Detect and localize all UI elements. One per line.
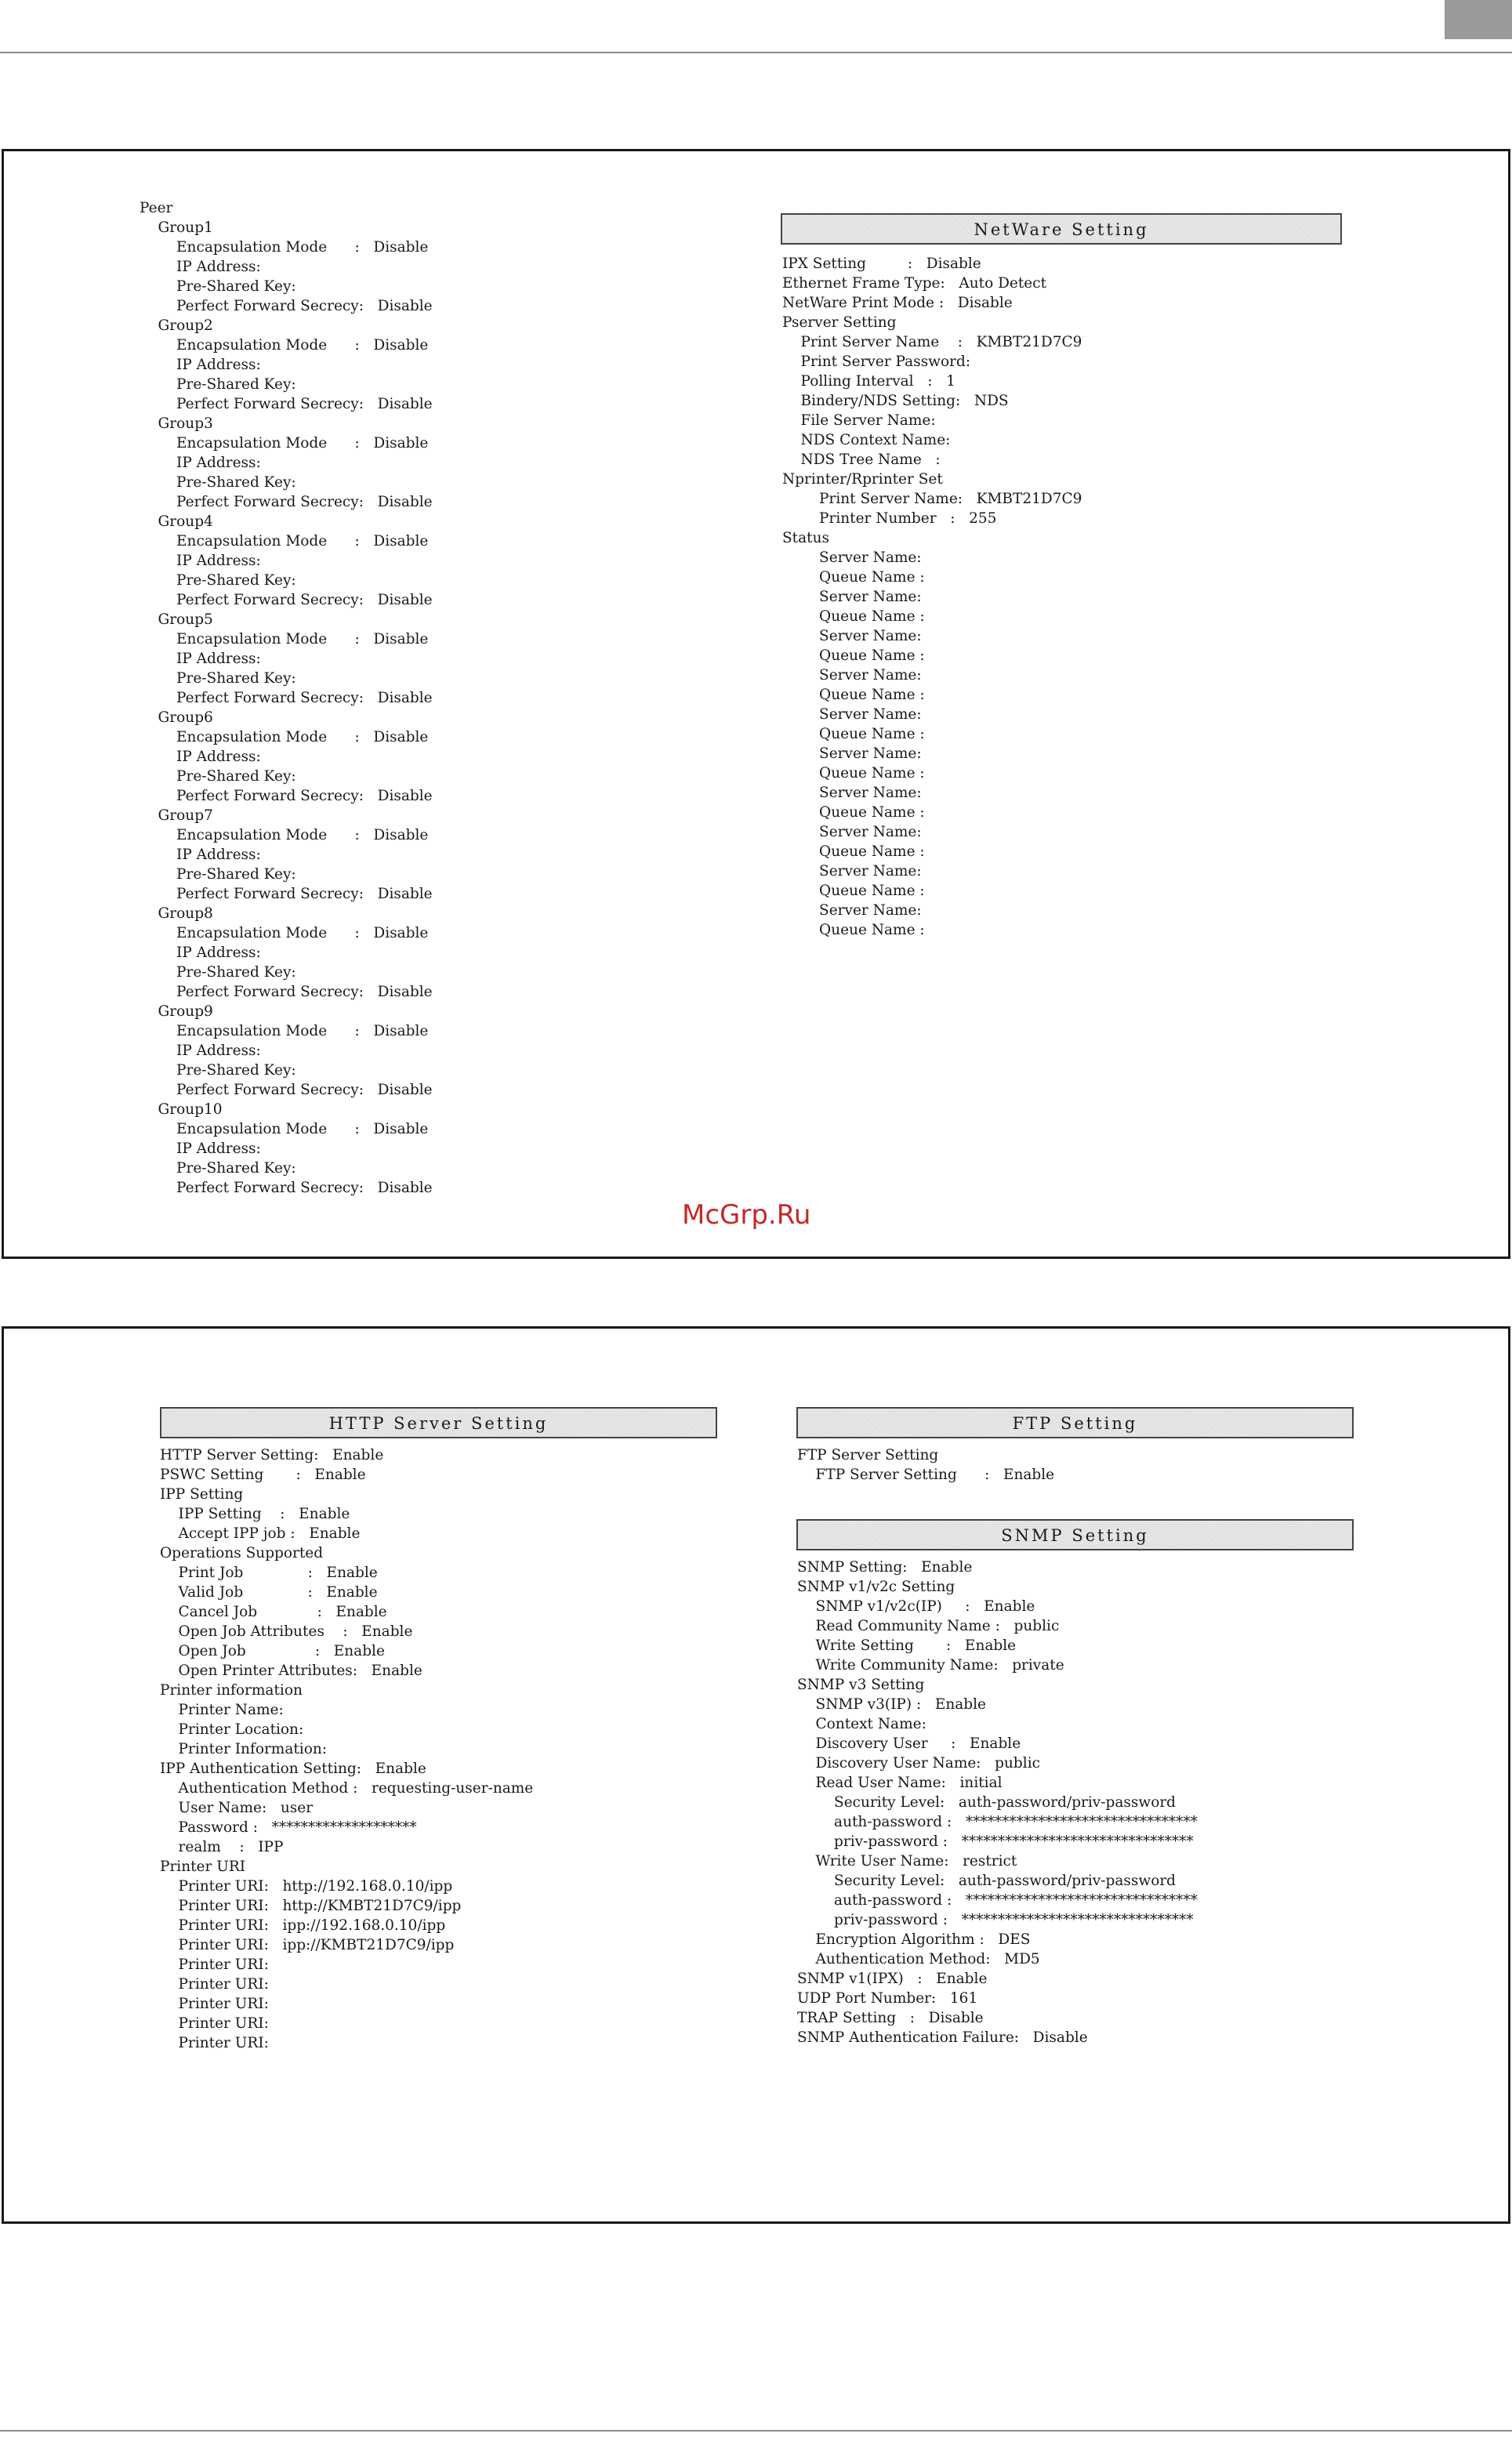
snmp-line: SNMP v1(IPX) : Enable	[797, 1971, 988, 1987]
netware-line: Server Name:	[782, 706, 922, 723]
peer-line: IP Address:	[140, 553, 261, 569]
snmp-line: Read User Name: initial	[797, 1775, 1003, 1791]
netware-line: Queue Name :	[782, 843, 925, 860]
netware-line: Server Name:	[782, 549, 922, 566]
netware-line: Server Name:	[782, 628, 922, 644]
netware-line: Server Name:	[782, 824, 922, 840]
bottom-rule	[0, 2430, 1512, 2432]
netware-line: Server Name:	[782, 902, 922, 919]
top-rule	[0, 52, 1512, 53]
http-line: Printer URI:	[160, 1956, 269, 1973]
peer-line: Perfect Forward Secrecy: Disable	[140, 494, 433, 510]
peer-line: Perfect Forward Secrecy: Disable	[140, 984, 433, 1000]
snmp-line: priv-password : ********************************	[797, 1912, 1194, 1928]
netware-line: Queue Name :	[782, 569, 925, 586]
netware-line: Queue Name :	[782, 726, 925, 742]
http-line: Printer Name:	[160, 1702, 284, 1718]
peer-line: Encapsulation Mode : Disable	[140, 533, 429, 549]
http-line: User Name: user	[160, 1800, 314, 1816]
watermark: McGrp.Ru	[682, 1199, 811, 1231]
netware-line: Queue Name :	[782, 804, 925, 821]
http-line: Accept IPP job : Enable	[160, 1525, 361, 1542]
snmp-line: Read Community Name : public	[797, 1618, 1060, 1634]
snmp-line: SNMP Authentication Failure: Disable	[797, 2029, 1088, 2046]
http-line: IPP Setting	[160, 1486, 244, 1503]
peer-line: Encapsulation Mode : Disable	[140, 239, 429, 256]
snmp-line: Discovery User Name: public	[797, 1755, 1040, 1772]
netware-line: Server Name:	[782, 785, 922, 801]
peer-line: Encapsulation Mode : Disable	[140, 729, 429, 745]
snmp-line: Write Setting : Enable	[797, 1637, 1017, 1654]
snmp-line: UDP Port Number: 161	[797, 1990, 978, 2007]
snmp-line: SNMP v1/v2c(IP) : Enable	[797, 1598, 1035, 1615]
netware-line: Queue Name :	[782, 883, 925, 899]
snmp-line: auth-password : ********************************	[797, 1814, 1198, 1830]
snmp-line: Security Level: auth-password/priv-password	[797, 1794, 1177, 1811]
peer-line: IP Address:	[140, 1141, 261, 1157]
peer-line: Group5	[140, 611, 213, 628]
netware-line: Ethernet Frame Type: Auto Detect	[782, 275, 1047, 292]
peer-line: Group1	[140, 219, 213, 236]
peer-line: Pre-Shared Key:	[140, 866, 296, 883]
peer-line: Encapsulation Mode : Disable	[140, 337, 429, 354]
netware-line: Nprinter/Rprinter Set	[782, 471, 943, 488]
netware-line: NDS Tree Name :	[782, 451, 941, 468]
http-section	[160, 1445, 533, 2053]
snmp-line: Security Level: auth-password/priv-password	[797, 1873, 1177, 1889]
peer-line: Pre-Shared Key:	[140, 670, 296, 687]
netware-line: File Server Name:	[782, 412, 936, 429]
http-line: realm : IPP	[160, 1839, 284, 1855]
netware-line: Pserver Setting	[782, 314, 897, 331]
netware-line: NetWare Print Mode : Disable	[782, 295, 1013, 311]
peer-line: Encapsulation Mode : Disable	[140, 925, 429, 941]
peer-line: Perfect Forward Secrecy: Disable	[140, 298, 433, 314]
peer-line: Pre-Shared Key:	[140, 376, 296, 393]
http-line: HTTP Server Setting: Enable	[160, 1447, 384, 1463]
peer-line: Pre-Shared Key:	[140, 1062, 296, 1079]
peer-line: Peer	[140, 200, 173, 216]
netware-line: IPX Setting : Disable	[782, 256, 981, 272]
peer-line: IP Address:	[140, 259, 261, 275]
netware-line: NDS Context Name:	[782, 432, 951, 448]
peer-line: Encapsulation Mode : Disable	[140, 435, 429, 451]
http-line: Cancel Job : Enable	[160, 1604, 387, 1620]
http-line: IPP Authentication Setting: Enable	[160, 1761, 426, 1777]
peer-line: Pre-Shared Key:	[140, 1160, 296, 1177]
peer-line: Group2	[140, 317, 213, 334]
peer-line: Encapsulation Mode : Disable	[140, 631, 429, 647]
peer-line: Perfect Forward Secrecy: Disable	[140, 690, 433, 706]
peer-line: IP Address:	[140, 1043, 261, 1059]
peer-section	[140, 198, 433, 1198]
netware-line: Server Name:	[782, 589, 922, 605]
http-line: Printer URI:	[160, 2035, 269, 2051]
snmp-setting-header: SNMP Setting	[796, 1519, 1354, 1550]
netware-line: Print Server Name: KMBT21D7C9	[782, 491, 1082, 507]
snmp-line: priv-password : ********************************	[797, 1833, 1194, 1850]
http-line: Printer URI:	[160, 1976, 269, 1993]
peer-line: Perfect Forward Secrecy: Disable	[140, 592, 433, 608]
snmp-line: Write Community Name: private	[797, 1657, 1064, 1674]
http-line: Printer URI	[160, 1859, 246, 1875]
http-line: Printer URI: http://KMBT21D7C9/ipp	[160, 1898, 462, 1914]
http-line: Printer URI:	[160, 1996, 269, 2012]
snmp-line: Context Name:	[797, 1716, 926, 1732]
http-line: Password : ********************	[160, 1819, 417, 1836]
ftp-line: FTP Server Setting	[797, 1447, 939, 1463]
netware-line: Polling Interval : 1	[782, 373, 955, 390]
peer-line: Perfect Forward Secrecy: Disable	[140, 396, 433, 412]
http-line: Printer Location:	[160, 1721, 304, 1738]
netware-line: Print Server Password:	[782, 354, 971, 370]
netware-line: Printer Number : 255	[782, 510, 997, 527]
peer-line: Group9	[140, 1003, 213, 1020]
http-line: Operations Supported	[160, 1545, 324, 1561]
netware-line: Queue Name :	[782, 647, 925, 664]
http-server-setting-header: HTTP Server Setting	[160, 1407, 717, 1438]
peer-line: Encapsulation Mode : Disable	[140, 827, 429, 843]
netware-line: Queue Name :	[782, 687, 925, 703]
snmp-line: auth-password : ********************************	[797, 1892, 1198, 1909]
peer-line: Pre-Shared Key:	[140, 278, 296, 295]
netware-line: Status	[782, 530, 829, 546]
http-line: Printer information	[160, 1682, 303, 1699]
peer-line: Encapsulation Mode : Disable	[140, 1023, 429, 1039]
peer-line: Perfect Forward Secrecy: Disable	[140, 1082, 433, 1098]
peer-line: Perfect Forward Secrecy: Disable	[140, 886, 433, 902]
http-line: Printer URI: http://192.168.0.10/ipp	[160, 1878, 453, 1895]
peer-line: IP Address:	[140, 847, 261, 863]
peer-line: Pre-Shared Key:	[140, 474, 296, 491]
netware-line: Queue Name :	[782, 608, 925, 625]
peer-line: Perfect Forward Secrecy: Disable	[140, 788, 433, 804]
http-line: Open Job : Enable	[160, 1643, 385, 1659]
peer-line: Group7	[140, 807, 213, 824]
http-line: PSWC Setting : Enable	[160, 1467, 366, 1483]
netware-line: Server Name:	[782, 863, 922, 879]
netware-setting-header: NetWare Setting	[781, 213, 1342, 245]
snmp-line: SNMP v3(IP) : Enable	[797, 1696, 986, 1713]
http-line: Open Job Attributes : Enable	[160, 1623, 413, 1640]
http-line: Printer URI: ipp://KMBT21D7C9/ipp	[160, 1937, 455, 1953]
netware-section	[782, 254, 1082, 940]
peer-line: Group8	[140, 905, 213, 922]
peer-line: IP Address:	[140, 749, 261, 765]
snmp-line: Encryption Algorithm : DES	[797, 1931, 1031, 1948]
peer-line: Pre-Shared Key:	[140, 572, 296, 589]
netware-line: Bindery/NDS Setting: NDS	[782, 393, 1009, 409]
peer-line: Pre-Shared Key:	[140, 768, 296, 785]
snmp-line: Write User Name: restrict	[797, 1853, 1017, 1869]
http-line: Printer Information:	[160, 1741, 328, 1757]
peer-line: Perfect Forward Secrecy: Disable	[140, 1180, 433, 1196]
snmp-line: SNMP v1/v2c Setting	[797, 1579, 955, 1595]
netware-line: Server Name:	[782, 745, 922, 762]
snmp-line: Discovery User : Enable	[797, 1735, 1021, 1752]
ftp-setting-header: FTP Setting	[796, 1407, 1354, 1438]
snmp-line: TRAP Setting : Disable	[797, 2010, 984, 2026]
peer-line: IP Address:	[140, 357, 261, 373]
snmp-section	[797, 1558, 1198, 2047]
netware-line: Queue Name :	[782, 765, 925, 782]
snmp-line: SNMP Setting: Enable	[797, 1559, 973, 1576]
page-corner-tab	[1445, 0, 1512, 39]
http-line: Authentication Method : requesting-user-name	[160, 1780, 534, 1797]
peer-line: IP Address:	[140, 455, 261, 471]
http-line: Printer URI: ipp://192.168.0.10/ipp	[160, 1917, 446, 1934]
peer-line: Encapsulation Mode : Disable	[140, 1121, 429, 1137]
http-line: Open Printer Attributes: Enable	[160, 1663, 422, 1679]
netware-line: Print Server Name : KMBT21D7C9	[782, 334, 1082, 350]
netware-line: Server Name:	[782, 667, 922, 684]
ftp-line: FTP Server Setting : Enable	[797, 1467, 1055, 1483]
peer-line: Group4	[140, 513, 213, 530]
snmp-line: Authentication Method: MD5	[797, 1951, 1040, 1967]
http-line: Print Job : Enable	[160, 1565, 378, 1581]
peer-line: Group6	[140, 709, 213, 726]
peer-line: IP Address:	[140, 945, 261, 961]
peer-line: Group3	[140, 415, 213, 432]
netware-line: Queue Name :	[782, 922, 925, 938]
peer-line: IP Address:	[140, 651, 261, 667]
ftp-section	[797, 1445, 1054, 1485]
snmp-line: SNMP v3 Setting	[797, 1677, 925, 1693]
http-line: IPP Setting : Enable	[160, 1506, 350, 1522]
http-line: Valid Job : Enable	[160, 1584, 378, 1601]
http-line: Printer URI:	[160, 2015, 269, 2032]
peer-line: Group10	[140, 1101, 223, 1118]
peer-line: Pre-Shared Key:	[140, 964, 296, 981]
